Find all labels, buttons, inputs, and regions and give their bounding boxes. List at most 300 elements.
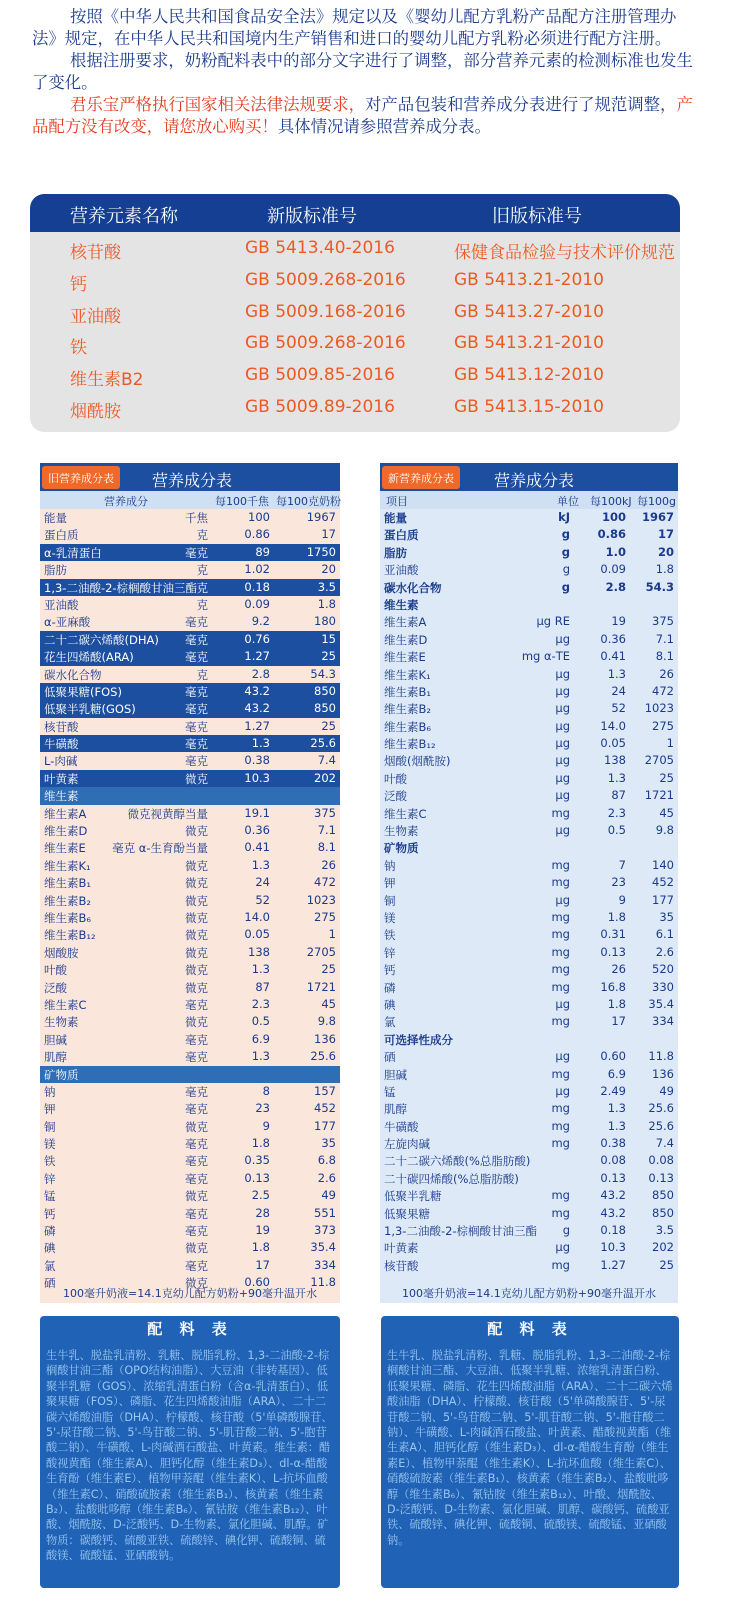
- nutrient-unit: mg: [551, 1205, 570, 1220]
- nutrition-row: [380, 718, 678, 735]
- nutrient-name: 维生素E: [384, 650, 426, 665]
- nutrient-name: 镁: [44, 1137, 56, 1152]
- value-per-100kj: 0.05: [244, 927, 270, 942]
- nutrient-unit: μg: [555, 666, 570, 681]
- value-per-100kj: 87: [255, 979, 270, 994]
- value-per-100g: 520: [652, 962, 674, 977]
- value-per-100g: 25: [321, 962, 336, 977]
- value-per-100g: 45: [659, 805, 674, 820]
- value-per-100kj: 28: [255, 1205, 270, 1220]
- nutrition-row: [380, 596, 678, 613]
- value-per-100kj: 24: [255, 875, 270, 890]
- nutrition-row: [40, 509, 340, 526]
- nutrient-name: 能量: [384, 511, 407, 525]
- nutrition-row: [40, 822, 340, 839]
- nutrition-row: [40, 666, 340, 683]
- nutrient-unit: μg: [555, 996, 570, 1011]
- value-per-100g: 850: [314, 701, 336, 716]
- standards-new-code: GB 5009.89-2016: [245, 397, 395, 417]
- value-per-100g: 2.6: [655, 944, 674, 959]
- nutrient-name: 1,3-二油酸-2-棕榈酸甘油三酯: [44, 580, 198, 595]
- value-per-100g: 375: [314, 805, 336, 820]
- nutrient-name: 泛酸: [384, 789, 407, 804]
- value-per-100g: 3.5: [317, 579, 336, 594]
- nutrient-unit: mg: [551, 805, 570, 820]
- nutrition-row: [40, 526, 340, 543]
- nutrient-unit: 微克: [185, 876, 208, 891]
- nutrient-name: 铁: [384, 928, 396, 943]
- nutrient-unit: μg: [555, 701, 570, 716]
- value-per-100g: 373: [314, 1223, 336, 1238]
- new-col-per-100g: 每100g: [637, 495, 676, 508]
- nutrient-unit: 克: [196, 580, 208, 595]
- nutrient-name: 碳水化合物: [44, 667, 102, 682]
- nutrition-row: [40, 718, 340, 735]
- nutrition-row: [380, 1152, 678, 1169]
- standards-old-code: GB 5413.15-2010: [454, 397, 604, 417]
- nutrient-name: 维生素A: [384, 615, 427, 630]
- nutrition-row: [40, 979, 340, 996]
- value-per-100kj: 1.3: [251, 962, 270, 977]
- value-per-100kj: 0.60: [600, 1049, 626, 1064]
- nutrition-row: [40, 892, 340, 909]
- nutrition-row: [40, 1135, 340, 1152]
- value-per-100kj: 16.8: [600, 979, 626, 994]
- nutrition-row: [40, 926, 340, 943]
- nutrient-unit: mg: [551, 962, 570, 977]
- nutrient-unit: μg: [555, 718, 570, 733]
- new-table-tag: 新营养成分表: [382, 466, 460, 489]
- standards-nutrient: 铁: [70, 338, 87, 359]
- value-per-100kj: 0.5: [607, 823, 626, 838]
- value-per-100g: 25.6: [310, 1049, 336, 1064]
- nutrient-name: 可选择性成分: [384, 1032, 453, 1047]
- nutrition-row: [380, 613, 678, 630]
- nutrient-name: 脂肪: [384, 545, 407, 560]
- value-per-100kj: 0.38: [244, 753, 270, 768]
- new-table-column-headers: [380, 491, 678, 509]
- old-col-nutrient: 营养成分: [104, 495, 148, 508]
- nutrition-row: [40, 613, 340, 630]
- value-per-100g: 1721: [306, 979, 336, 994]
- nutrient-name: 牛磺酸: [44, 737, 79, 752]
- value-per-100g: 472: [652, 683, 674, 698]
- nutrition-row: [380, 1170, 678, 1187]
- value-per-100kj: 43.2: [244, 683, 270, 698]
- value-per-100kj: 2.8: [251, 666, 270, 681]
- nutrition-row: [40, 1118, 340, 1135]
- nutrition-row: [40, 683, 340, 700]
- old-col-per-100g: 每100克奶粉: [276, 495, 341, 508]
- value-per-100g: 17: [657, 527, 674, 542]
- value-per-100g: 330: [652, 979, 674, 994]
- value-per-100g: 25.6: [648, 1118, 674, 1133]
- intro-highlight-2: 产品配方没有改变，请您放心购买！: [32, 95, 693, 136]
- value-per-100kj: 1.3: [607, 1101, 626, 1116]
- nutrient-unit: μg: [555, 631, 570, 646]
- value-per-100kj: 17: [255, 1257, 270, 1272]
- value-per-100g: 177: [652, 892, 674, 907]
- nutrient-name: 二十碳四烯酸(%总脂肪酸): [384, 1171, 519, 1186]
- value-per-100g: 6.1: [655, 927, 674, 942]
- standards-row: [30, 329, 680, 360]
- value-per-100kj: 0.13: [600, 944, 626, 959]
- nutrient-name: 叶酸: [44, 963, 67, 978]
- value-per-100kj: 23: [611, 875, 626, 890]
- intro-text-a: 对产品包装和营养成分表进行了规范调整，: [365, 95, 677, 114]
- value-per-100kj: 0.86: [244, 527, 270, 542]
- intro-paragraph-1: 按照《中华人民共和国食品安全法》规定以及《婴幼儿配方乳粉产品配方注册管理办法》规定，在中华人民共和国境内生产销售和进口的婴幼儿配方乳粉必须进行配方注册。: [32, 7, 677, 48]
- value-per-100g: 1023: [306, 892, 336, 907]
- value-per-100g: 1.8: [317, 596, 336, 611]
- new-table-footer: 100毫升奶液=14.1克幼儿配方奶粉+90毫升温开水: [402, 1287, 656, 1300]
- nutrition-row: [380, 770, 678, 787]
- nutrition-row: [380, 892, 678, 909]
- new-table-title: 营养成分表: [494, 471, 575, 490]
- value-per-100kj: 8: [262, 1083, 270, 1098]
- value-per-100kj: 138: [604, 753, 626, 768]
- value-per-100g: 275: [652, 718, 674, 733]
- value-per-100kj: 2.49: [600, 1083, 626, 1098]
- nutrition-row: [40, 839, 340, 856]
- nutrient-unit: mg: [551, 1136, 570, 1151]
- value-per-100g: 7.4: [317, 753, 336, 768]
- value-per-100g: 35.4: [310, 1240, 336, 1255]
- nutrient-unit: 微克: [185, 1015, 208, 1030]
- value-per-100g: 136: [314, 1031, 336, 1046]
- value-per-100kj: 1.3: [607, 770, 626, 785]
- value-per-100kj: 0.18: [244, 579, 270, 594]
- nutrient-name: 牛磺酸: [384, 1119, 419, 1134]
- value-per-100kj: 1.27: [244, 718, 270, 733]
- nutrition-row: [380, 509, 678, 526]
- value-per-100g: 26: [321, 857, 336, 872]
- value-per-100g: 136: [652, 1066, 674, 1081]
- nutrition-row: [40, 1066, 340, 1083]
- nutrient-name: 铜: [384, 893, 396, 908]
- value-per-100g: 7.1: [317, 823, 336, 838]
- value-per-100g: 6.8: [317, 1153, 336, 1168]
- standards-row: [30, 393, 680, 424]
- value-per-100kj: 100: [601, 510, 626, 524]
- nutrient-unit: mg: [551, 909, 570, 924]
- nutrient-name: 胆碱: [44, 1032, 67, 1047]
- standards-old-code: 保健食品检验与技术评价规范: [454, 243, 675, 263]
- nutrient-name: 低聚果糖: [384, 1206, 430, 1221]
- value-per-100kj: 52: [255, 892, 270, 907]
- value-per-100kj: 9: [618, 892, 626, 907]
- nutrition-row: [380, 526, 678, 543]
- value-per-100g: 850: [652, 1205, 674, 1220]
- nutrition-row: [40, 874, 340, 891]
- value-per-100kj: 2.8: [605, 579, 626, 594]
- value-per-100g: 7.1: [655, 631, 674, 646]
- nutrition-row: [40, 544, 340, 561]
- nutrient-unit: 克: [196, 528, 208, 543]
- nutrient-unit: mg: [551, 1257, 570, 1272]
- value-per-100g: 850: [652, 1188, 674, 1203]
- nutrient-unit: 微克: [185, 910, 208, 925]
- nutrition-row: [40, 996, 340, 1013]
- nutrition-row: [40, 857, 340, 874]
- nutrient-name: 钾: [384, 876, 396, 891]
- nutrition-row: [380, 926, 678, 943]
- value-per-100g: 54.3: [310, 666, 336, 681]
- value-per-100g: 202: [652, 1240, 674, 1255]
- nutrient-name: 亚油酸: [384, 563, 419, 578]
- nutrient-unit: 毫克: [185, 1032, 208, 1047]
- nutrient-name: 蛋白质: [384, 528, 419, 543]
- nutrient-name: 锌: [44, 1171, 56, 1186]
- nutrient-unit: mg: [551, 1014, 570, 1029]
- nutrient-name: 生物素: [384, 824, 419, 839]
- nutrition-row: [380, 857, 678, 874]
- value-per-100g: 35.4: [648, 996, 674, 1011]
- value-per-100g: 850: [314, 683, 336, 698]
- nutrient-unit: g: [561, 544, 570, 559]
- nutrition-row: [380, 1222, 678, 1239]
- value-per-100g: 551: [314, 1205, 336, 1220]
- nutrition-row: [40, 805, 340, 822]
- nutrient-name: 矿物质: [384, 841, 419, 856]
- value-per-100kj: 89: [255, 544, 270, 559]
- nutrient-unit: μg: [555, 1049, 570, 1064]
- nutrient-unit: μg: [555, 823, 570, 838]
- nutrient-unit: 毫克 α-生育酚当量: [112, 841, 208, 856]
- nutrient-unit: 毫克: [185, 1224, 208, 1239]
- nutrition-row: [380, 1118, 678, 1135]
- standards-nutrient: 亚油酸: [70, 306, 121, 327]
- nutrition-row: [380, 631, 678, 648]
- value-per-100kj: 9.2: [251, 614, 270, 629]
- intro-highlight-1: 君乐宝严格执行国家相关法律法规要求，: [70, 95, 366, 114]
- standards-header: [30, 194, 680, 232]
- nutrition-row: [40, 1152, 340, 1169]
- standards-row: [30, 298, 680, 329]
- value-per-100kj: 0.86: [597, 527, 626, 542]
- value-per-100g: 1750: [306, 544, 336, 559]
- nutrition-row: [40, 1013, 340, 1030]
- nutrition-row: [40, 1257, 340, 1274]
- nutrient-unit: 毫克: [185, 719, 208, 734]
- value-per-100kj: 0.38: [600, 1136, 626, 1151]
- nutrient-name: 维生素B₁: [44, 876, 91, 891]
- value-per-100g: 1023: [644, 701, 674, 716]
- nutrient-name: 能量: [44, 511, 67, 525]
- intro-paragraph-3: [32, 94, 700, 138]
- value-per-100g: 25.6: [310, 736, 336, 751]
- value-per-100g: 35: [321, 1136, 336, 1151]
- nutrition-row: [380, 944, 678, 961]
- value-per-100g: 452: [652, 875, 674, 890]
- nutrition-row: [380, 874, 678, 891]
- value-per-100g: 202: [314, 770, 336, 785]
- standards-header-old: 旧版标准号: [492, 206, 582, 227]
- nutrition-row: [380, 1013, 678, 1030]
- nutrition-row: [380, 909, 678, 926]
- nutrient-unit: mg: [551, 927, 570, 942]
- nutrient-name: 碳水化合物: [384, 580, 442, 595]
- nutrient-name: 肌醇: [384, 1102, 407, 1117]
- old-ingredients-box: [40, 1316, 340, 1588]
- nutrition-row: [380, 787, 678, 804]
- nutrient-unit: mg: [551, 1066, 570, 1081]
- nutrient-unit: 毫克: [185, 1171, 208, 1186]
- nutrient-name: 维生素D: [384, 632, 428, 647]
- nutrient-name: 低聚半乳糖: [384, 1189, 442, 1204]
- nutrient-name: L-肉碱: [44, 754, 78, 769]
- nutrient-name: 氯: [384, 1015, 396, 1030]
- value-per-100kj: 1.3: [251, 1049, 270, 1064]
- standards-nutrient: 钙: [70, 274, 87, 295]
- nutrient-unit: 毫克: [185, 702, 208, 717]
- value-per-100kj: 0.09: [244, 596, 270, 611]
- value-per-100kj: 1.27: [600, 1257, 626, 1272]
- nutrition-row: [380, 979, 678, 996]
- intro-text: [32, 6, 700, 138]
- nutrient-unit: μg RE: [536, 614, 570, 629]
- nutrient-name: 磷: [384, 980, 396, 995]
- value-per-100kj: 1.3: [607, 1118, 626, 1133]
- value-per-100g: 0.08: [648, 1153, 674, 1168]
- nutrition-row: [380, 579, 678, 596]
- old-table-title: 营养成分表: [152, 471, 233, 490]
- value-per-100g: 35: [659, 909, 674, 924]
- value-per-100g: 11.8: [648, 1049, 674, 1064]
- value-per-100kj: 0.76: [244, 631, 270, 646]
- nutrition-row: [380, 1048, 678, 1065]
- nutrition-row: [40, 700, 340, 717]
- nutrient-unit: μg: [555, 1240, 570, 1255]
- nutrition-row: [380, 1187, 678, 1204]
- value-per-100g: 1721: [644, 788, 674, 803]
- value-per-100g: 20: [657, 544, 674, 559]
- new-col-per-kj: 每100kJ: [590, 495, 632, 508]
- nutrient-name: 钙: [384, 963, 396, 978]
- value-per-100kj: 1.8: [607, 996, 626, 1011]
- nutrition-row: [380, 735, 678, 752]
- value-per-100g: 9.8: [317, 1014, 336, 1029]
- value-per-100g: 7.4: [655, 1136, 674, 1151]
- value-per-100kj: 6.9: [251, 1031, 270, 1046]
- standards-row: [30, 361, 680, 392]
- nutrient-unit: 毫克: [185, 615, 208, 630]
- value-per-100g: 334: [652, 1014, 674, 1029]
- nutrient-unit: mg: [551, 857, 570, 872]
- nutrient-name: 烟酸胺: [44, 945, 79, 960]
- value-per-100g: 2705: [306, 944, 336, 959]
- old-nutrition-table: [40, 463, 340, 1303]
- value-per-100g: 45: [321, 996, 336, 1011]
- nutrient-name: α-乳清蛋白: [44, 545, 102, 560]
- value-per-100g: 2705: [644, 753, 674, 768]
- value-per-100kj: 0.18: [600, 1223, 626, 1238]
- nutrient-name: 胆碱: [384, 1067, 407, 1082]
- nutrient-unit: 微克: [185, 1189, 208, 1204]
- value-per-100kj: 19.1: [244, 805, 270, 820]
- nutrition-row: [40, 1187, 340, 1204]
- new-col-item: 项目: [386, 495, 408, 508]
- nutrient-name: 氯: [44, 1258, 56, 1273]
- value-per-100kj: 24: [611, 683, 626, 698]
- nutrient-unit: mg: [551, 944, 570, 959]
- nutrient-unit: 千焦: [185, 511, 208, 525]
- nutrient-name: 磷: [44, 1224, 56, 1239]
- value-per-100kj: 100: [248, 510, 270, 524]
- nutrient-unit: 毫克: [185, 632, 208, 647]
- standards-table: [30, 194, 680, 432]
- nutrient-unit: 克: [196, 667, 208, 682]
- value-per-100g: 334: [314, 1257, 336, 1272]
- nutrient-unit: g: [561, 579, 570, 594]
- value-per-100g: 25: [321, 718, 336, 733]
- value-per-100kj: 23: [255, 1101, 270, 1116]
- nutrient-unit: 微克: [185, 858, 208, 873]
- standards-header-new: 新版标准号: [267, 206, 357, 227]
- nutrient-name: 维生素B₂: [44, 893, 91, 908]
- value-per-100g: 49: [321, 1188, 336, 1203]
- new-ingredients-title: 配 料 表: [487, 1320, 573, 1338]
- old-table-titlebar: [40, 463, 340, 491]
- nutrient-unit: 微克: [185, 963, 208, 978]
- nutrient-unit: 微克: [185, 893, 208, 908]
- nutrient-unit: 毫克: [185, 1206, 208, 1221]
- nutrition-row: [380, 561, 678, 578]
- value-per-100g: 54.3: [645, 579, 674, 594]
- nutrient-name: 钾: [44, 1102, 56, 1117]
- nutrient-name: 维生素B₁₂: [44, 928, 96, 943]
- standards-old-code: GB 5413.12-2010: [454, 365, 604, 386]
- value-per-100g: 1967: [306, 510, 336, 524]
- nutrient-name: 核苷酸: [44, 719, 79, 734]
- nutrition-row: [40, 909, 340, 926]
- new-ingredients-box: [381, 1316, 679, 1588]
- nutrient-unit: μg: [555, 753, 570, 768]
- value-per-100kj: 26: [611, 962, 626, 977]
- nutrient-name: 维生素C: [44, 997, 87, 1012]
- nutrition-row: [380, 1066, 678, 1083]
- value-per-100kj: 0.09: [600, 562, 626, 577]
- nutrition-row: [40, 752, 340, 769]
- nutrient-unit: μg: [555, 770, 570, 785]
- nutrient-name: 生物素: [44, 1015, 79, 1030]
- nutrition-row: [40, 631, 340, 648]
- value-per-100kj: 19: [611, 614, 626, 629]
- nutrient-name: 肌醇: [44, 1050, 67, 1065]
- nutrient-unit: 毫克: [185, 650, 208, 665]
- new-ingredients-text: 生牛乳、脱盐乳清粉、乳糖、脱脂乳粉、1,3-二油酸-2-棕榈酸甘油三酯、大豆油、低聚半乳糖、浓缩乳清蛋白粉、低聚果糖、磷脂、花生四烯酸油脂（ARA）、二十二碳六烯酸油脂（DHA）、柠檬酸、核苷酸（5'单磷酸腺苷、5'-尿苷酸二钠、5'-鸟苷酸二钠、5'-肌苷酸二钠、5'-胞苷酸二钠）、牛磺酸、L-肉碱酒石酸盐、叶黄素、醋酸视黄酯（维生素A）、胆钙化醇（维生素D₃）、dl-α-醋酸生育酚（维生素E）、植物甲萘醌（维生素K）、L-抗坏血酸（维生素C）、硝酸硫胺素（维生素B₁）、核黄素（维生素B₂）、盐酸吡哆醇（维生素B₆）、氰钴胺（维生素B₁₂）、叶酸、烟酰胺、D-泛酸钙、D-生物素、氯化胆碱、肌醇、碳酸钙、硫酸亚铁、硫酸锌、碘化钾、硫酸铜、硫酸镁、硫酸锰、亚硒酸钠。: [387, 1349, 673, 1547]
- value-per-100kj: 0.13: [244, 1170, 270, 1185]
- nutrient-unit: 毫克: [185, 1084, 208, 1099]
- nutrient-name: 锰: [44, 1189, 56, 1204]
- old-ingredients-title: 配 料 表: [147, 1320, 233, 1338]
- value-per-100kj: 2.3: [607, 805, 626, 820]
- new-nutrition-table: [380, 463, 678, 1303]
- nutrient-unit: 微克: [185, 1276, 208, 1291]
- nutrient-name: 镁: [384, 910, 396, 925]
- nutrition-row: [380, 805, 678, 822]
- value-per-100g: 1: [666, 736, 674, 751]
- old-table-tag: 旧营养成分表: [42, 466, 120, 489]
- value-per-100g: 20: [321, 562, 336, 577]
- nutrition-row: [40, 787, 340, 804]
- standards-new-code: GB 5009.85-2016: [245, 365, 395, 386]
- value-per-100kj: 19: [255, 1223, 270, 1238]
- value-per-100kj: 0.5: [251, 1014, 270, 1029]
- nutrient-name: 铁: [44, 1154, 56, 1169]
- nutrient-name: 低聚果糖(FOS): [44, 684, 122, 699]
- value-per-100g: 472: [314, 875, 336, 890]
